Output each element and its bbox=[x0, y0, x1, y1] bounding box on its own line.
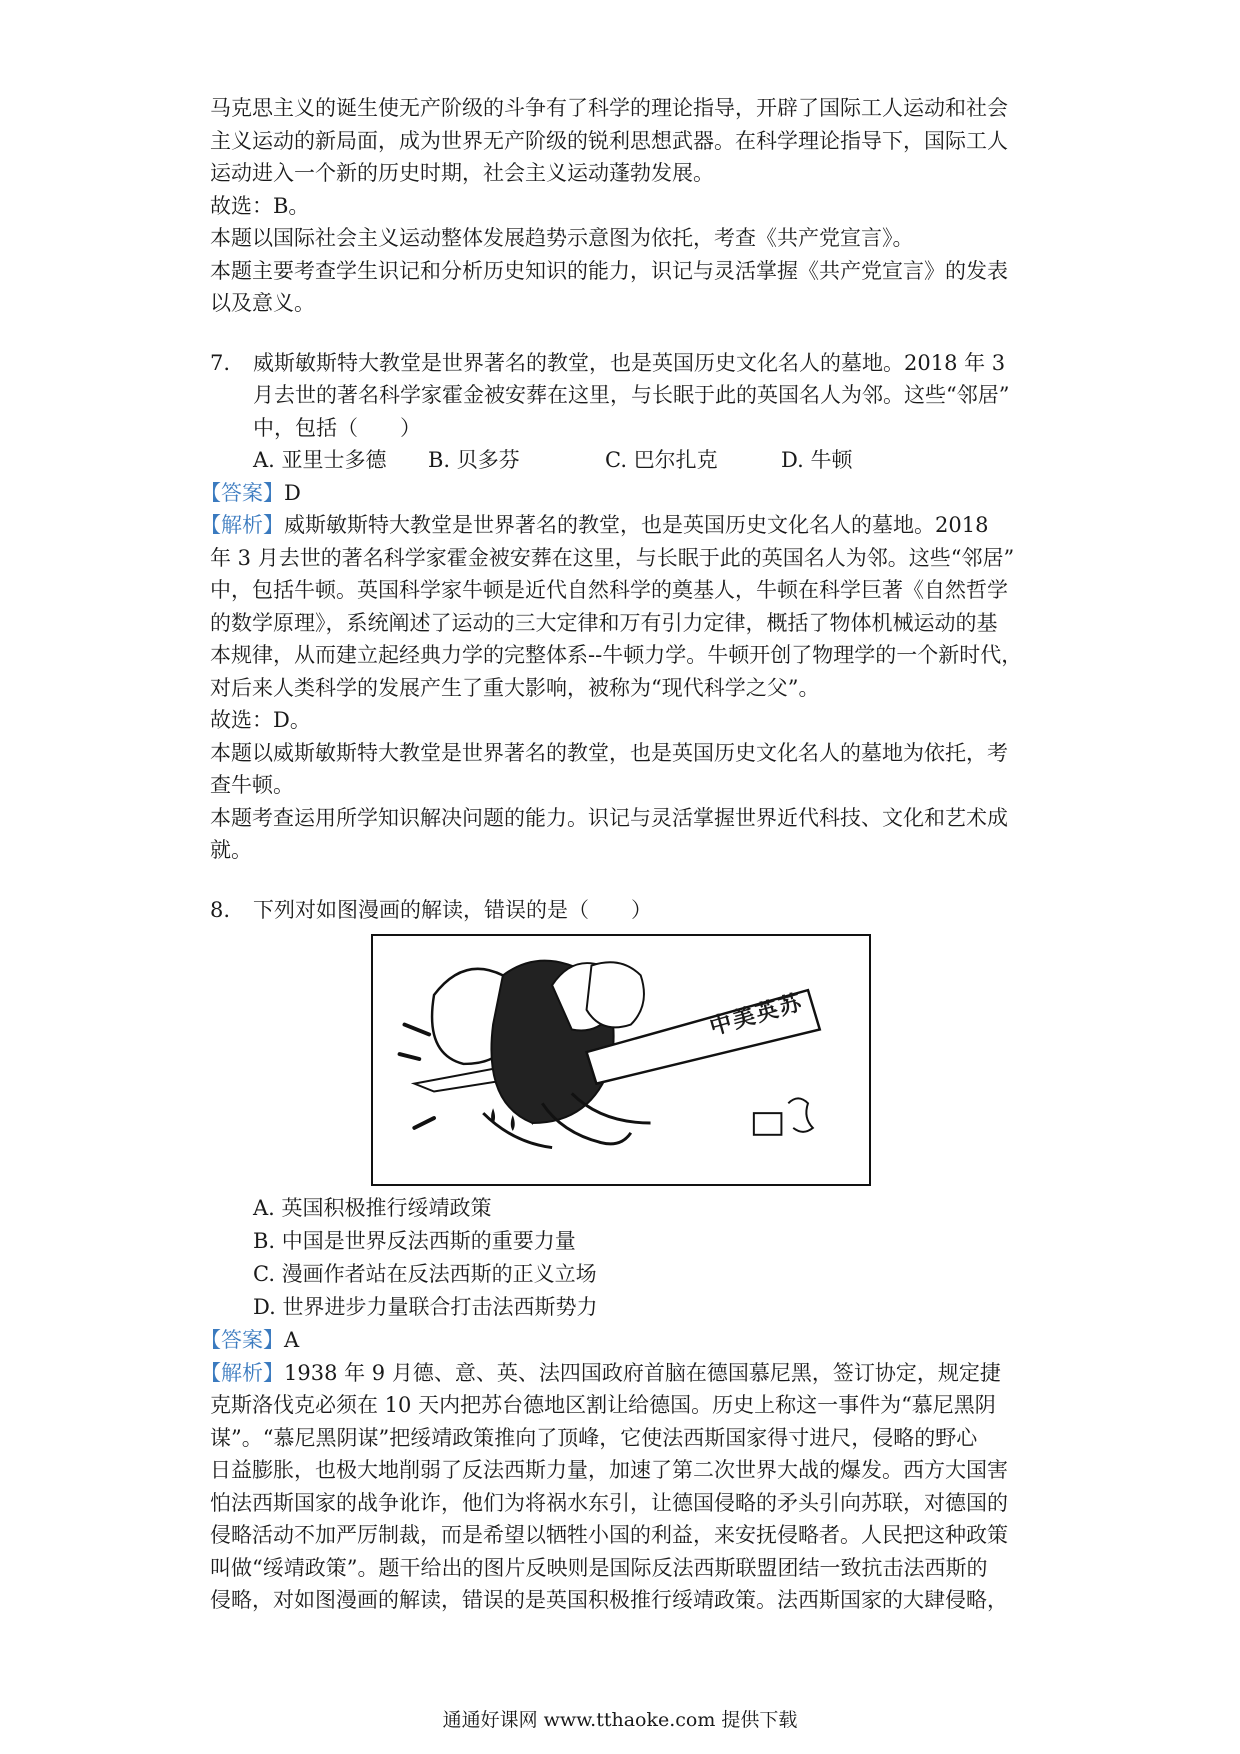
analysis-text: 中，包括牛顿。英国科学家牛顿是近代自然科学的奠基人，牛顿在科学巨著《自然哲学 bbox=[210, 578, 1008, 602]
answer-line bbox=[200, 477, 1050, 510]
analysis-tag: 【解析】 bbox=[200, 513, 284, 537]
text-line: 故选：B。 bbox=[210, 193, 310, 218]
answer-value: A bbox=[284, 1328, 300, 1352]
analysis-text: 威斯敏斯特大教堂是世界著名的教堂，也是英国历史文化名人的墓地。2018 bbox=[284, 513, 989, 537]
analysis-text: 谋”。“慕尼黑阴谋”把绥靖政策推向了顶峰，它使法西斯国家得寸进尺，侵略的野心 bbox=[210, 1425, 978, 1450]
text-line: 本题主要考查学生识记和分析历史知识的能力，识记与灵活掌握《共产党宣言》的发表 bbox=[210, 258, 1008, 283]
text-line: 本题以国际社会主义运动整体发展趋势示意图为依托，考查《共产党宣言》。 bbox=[210, 226, 914, 250]
text-line: 马克思主义的诞生使无产阶级的斗争有了科学的理论指导，开辟了国际工人运动和社会 bbox=[210, 96, 1008, 120]
text-line: 以及意义。 bbox=[210, 291, 315, 315]
question-stem-line: 威斯敏斯特大教堂是世界著名的教堂，也是英国历史文化名人的墓地。2018 年 3 bbox=[253, 350, 1006, 375]
cartoon-illustration bbox=[373, 936, 869, 1184]
cartoon-label: 中美英苏 bbox=[706, 989, 807, 1041]
analysis-text: 查牛顿。 bbox=[210, 773, 294, 797]
analysis-text: 侵略活动不加严厉制裁，而是希望以牺牲小国的利益，来安抚侵略者。人民把这种政策 bbox=[210, 1523, 1008, 1547]
option-b: B. 中国是世界反法西斯的重要力量 bbox=[253, 1229, 576, 1253]
answer-tag: 【答案】 bbox=[200, 480, 284, 505]
analysis-text: 侵略，对如图漫画的解读，错误的是英国积极推行绥靖政策。法西斯国家的大肆侵略， bbox=[210, 1588, 1008, 1612]
political-cartoon bbox=[371, 934, 871, 1186]
question-stem: 下列对如图漫画的解读，错误的是（ ） bbox=[253, 897, 652, 922]
question-number: 7. bbox=[210, 350, 231, 375]
question-stem-line: 中，包括（ ） bbox=[253, 415, 421, 440]
analysis-text: 怕法西斯国家的战争讹诈，他们为将祸水东引，让德国侵略的矛头引向苏联，对德国的 bbox=[210, 1490, 1008, 1515]
option-d: D. 世界进步力量联合打击法西斯势力 bbox=[253, 1295, 598, 1319]
question-8 bbox=[200, 894, 1050, 1617]
options-row bbox=[210, 444, 1050, 477]
analysis-text: 本题以威斯敏斯特大教堂是世界著名的教堂，也是英国历史文化名人的墓地为依托，考 bbox=[210, 740, 1008, 765]
answer-line bbox=[200, 1324, 1050, 1357]
analysis-text: 克斯洛伐克必须在 10 天内把苏台德地区割让给德国。历史上称这一事件为“慕尼黑阴 bbox=[210, 1393, 996, 1417]
analysis-line bbox=[200, 1357, 1050, 1390]
option-c: C. 巴尔扎克 bbox=[605, 448, 718, 472]
page-footer: 通通好课网 www.tthaoke.com 提供下载 bbox=[442, 1709, 798, 1731]
question-7 bbox=[200, 347, 1050, 867]
option-d: D. 牛顿 bbox=[781, 448, 853, 472]
analysis-text: 本规律，从而建立起经典力学的完整体系--牛顿力学。牛顿开创了物理学的一个新时代， bbox=[210, 643, 1023, 667]
analysis-text: 叫做“绥靖政策”。题干给出的图片反映则是国际反法西斯联盟团结一致抗击法西斯的 bbox=[210, 1555, 988, 1580]
option-a: A. 亚里士多德 bbox=[253, 448, 387, 472]
text-line: 主义运动的新局面，成为世界无产阶级的锐利思想武器。在科学理论指导下，国际工人 bbox=[210, 128, 1008, 153]
analysis-line bbox=[200, 509, 1050, 542]
top-paragraph bbox=[210, 92, 1050, 320]
analysis-text: 1938 年 9 月德、意、英、法四国政府首脑在德国慕尼黑，签订协定，规定捷 bbox=[284, 1360, 1001, 1385]
analysis-text: 日益膨胀，也极大地削弱了反法西斯力量，加速了第二次世界大战的爆发。西方大国害 bbox=[210, 1458, 1008, 1482]
document-page bbox=[200, 92, 1050, 1617]
option-b: B. 贝多芬 bbox=[428, 448, 520, 472]
answer-value: D bbox=[284, 480, 301, 505]
option-c: C. 漫画作者站在反法西斯的正义立场 bbox=[253, 1262, 597, 1286]
analysis-tag: 【解析】 bbox=[200, 1360, 284, 1385]
answer-tag: 【答案】 bbox=[200, 1328, 284, 1352]
analysis-text: 本题考查运用所学知识解决问题的能力。识记与灵活掌握世界近代科技、文化和艺术成 bbox=[210, 805, 1008, 830]
analysis-text: 就。 bbox=[210, 838, 252, 862]
analysis-text: 年 3 月去世的著名科学家霍金被安葬在这里，与长眠于此的英国名人为邻。这些“邻居” bbox=[210, 545, 1015, 570]
option-a: A. 英国积极推行绥靖政策 bbox=[253, 1196, 492, 1220]
question-stem-line: 月去世的著名科学家霍金被安葬在这里，与长眠于此的英国名人为邻。这些“邻居” bbox=[253, 383, 1010, 407]
analysis-text: 对后来人类科学的发展产生了重大影响，被称为“现代科学之父”。 bbox=[210, 675, 820, 700]
question-number: 8. bbox=[210, 897, 231, 922]
analysis-text: 的数学原理》，系统阐述了运动的三大定律和万有引力定律，概括了物体机械运动的基 bbox=[210, 610, 998, 635]
analysis-text: 故选：D。 bbox=[210, 708, 311, 732]
text-line: 运动进入一个新的历史时期，社会主义运动蓬勃发展。 bbox=[210, 161, 714, 185]
